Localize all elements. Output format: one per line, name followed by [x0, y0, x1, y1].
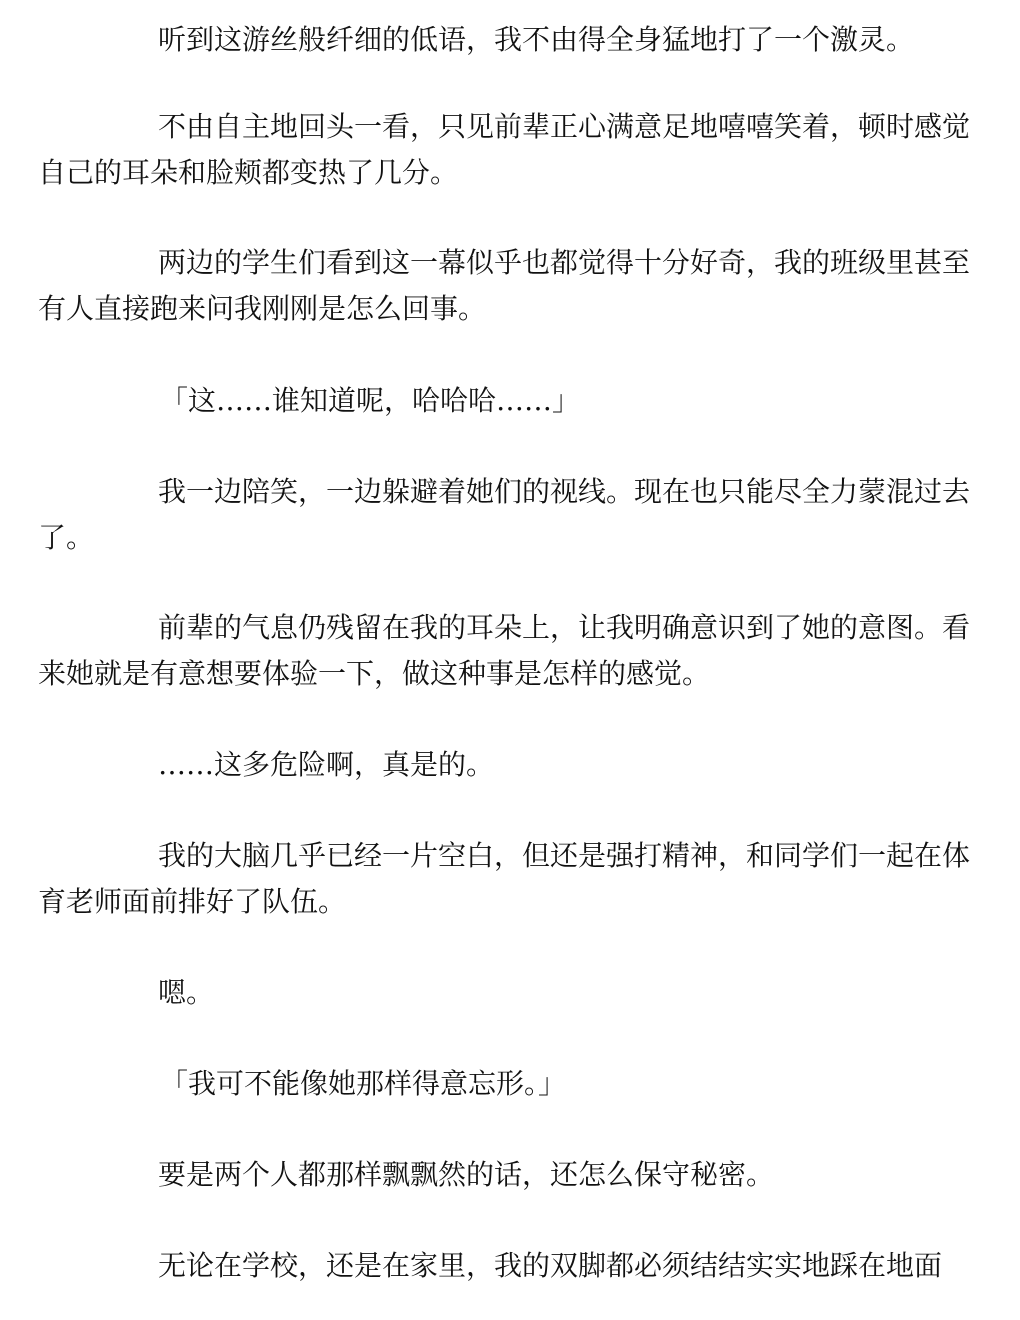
- paragraph-2: 不由自主地回头一看，只见前辈正心满意足地嘻嘻笑着，顿时感觉自己的耳朵和脸颊都变热了几分。: [38, 110, 971, 189]
- paragraph-4-dialogue: 「这……谁知道呢，哈哈哈……」: [160, 384, 581, 417]
- paragraph-7: ……这多危险啊，真是的。: [158, 748, 495, 781]
- paragraph-5: 我一边陪笑，一边躲避着她们的视线。现在也只能尽全力蒙混过去了。: [38, 475, 971, 554]
- paragraph-10-dialogue: 「我可不能像她那样得意忘形。」: [160, 1067, 567, 1100]
- paragraph-3: 两边的学生们看到这一幕似乎也都觉得十分好奇，我的班级里甚至有人直接跑来问我刚刚是怎么回事。: [38, 246, 971, 325]
- paragraph-9: 嗯。: [158, 976, 215, 1009]
- paragraph-11: 要是两个人都那样飘飘然的话，还怎么保守秘密。: [158, 1158, 775, 1191]
- paragraph-1: 听到这游丝般纤细的低语，我不由得全身猛地打了一个激灵。: [158, 23, 915, 56]
- paragraph-6: 前辈的气息仍残留在我的耳朵上，让我明确意识到了她的意图。看来她就是有意想要体验一下，做这种事是怎样的感觉。: [38, 611, 971, 690]
- paragraph-8: 我的大脑几乎已经一片空白，但还是强打精神，和同学们一起在体育老师面前排好了队伍。: [38, 839, 971, 918]
- paragraph-12: 无论在学校，还是在家里，我的双脚都必须结结实实地踩在地面: [158, 1249, 943, 1282]
